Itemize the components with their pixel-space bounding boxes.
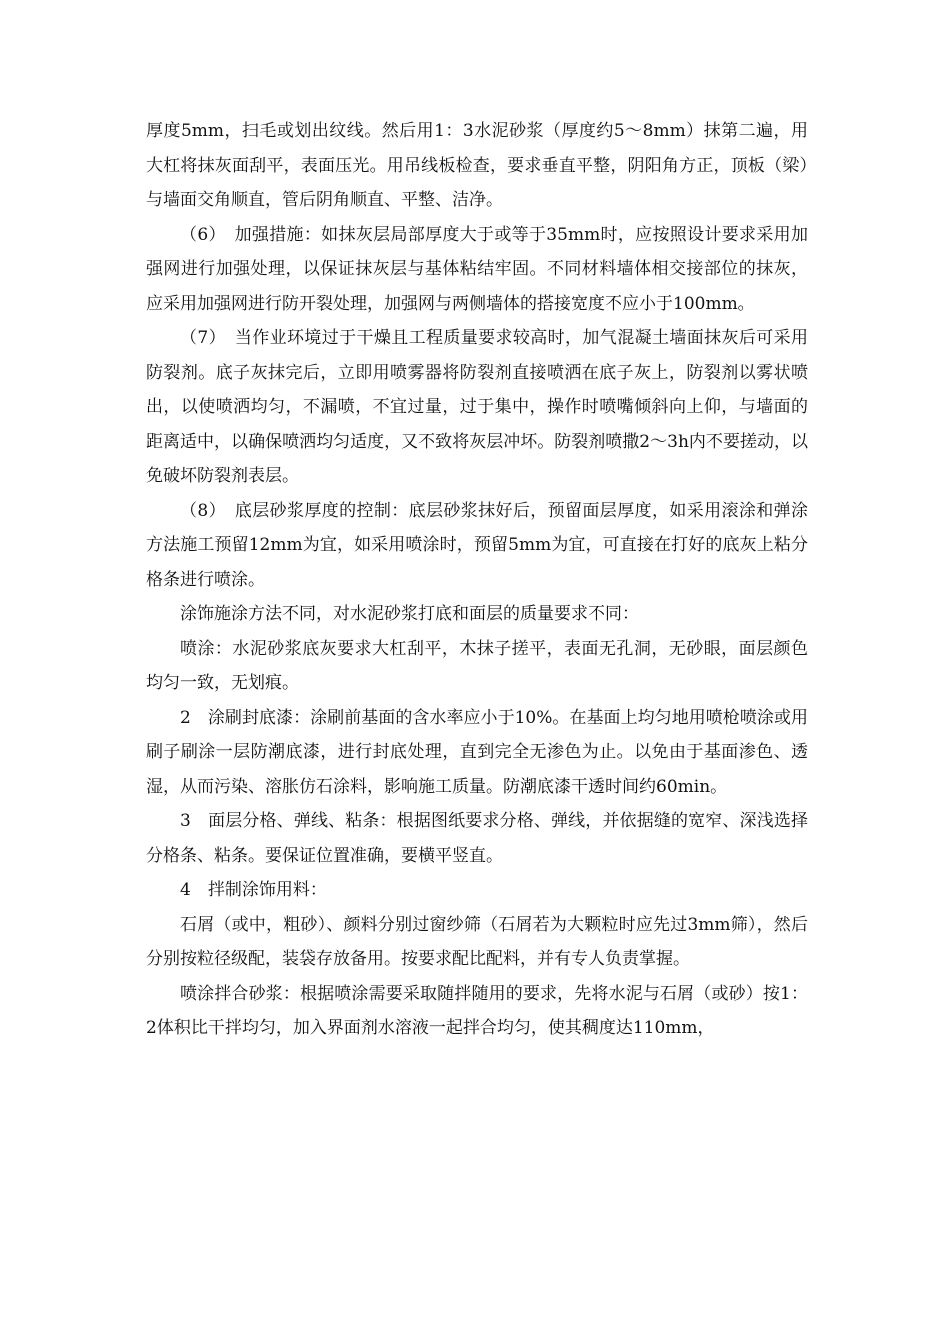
paragraph-spray-coating: 喷涂：水泥砂浆底灰要求大杠刮平，木抹子搓平，表面无孔洞，无砂眼，面层颜色均匀一致，无划痕。 — [146, 638, 808, 693]
paragraph-item-7: （7） 当作业环境过于干燥且工程质量要求较高时，加气混凝土墙面抹灰后可采用防裂剂。底子灰抹完后，立即用喷雾器将防裂剂直接喷洒在底子灰上，防裂剂以雾状喷出，以使喷洒均匀，不漏喷，不宜过量，过于集中，操作时喷嘴倾斜向上仰，与墙面的距离适中，以确保喷洒均匀适度，又不致将灰层冲坏。防裂剂喷撒2～3h内不要搓动，以免破坏防裂剂表层。 — [146, 328, 808, 486]
paragraph-step-3-grid: 3 面层分格、弹线、粘条：根据图纸要求分格、弹线，并依据缝的宽窄、深浅选择分格条、粘条。要保证位置准确，要横平竖直。 — [146, 811, 808, 866]
paragraph-item-8: （8） 底层砂浆厚度的控制：底层砂浆抹好后，预留面层厚度，如采用滚涂和弹涂方法施工预留12mm为宜，如采用喷涂时，预留5mm为宜，可直接在打好的底灰上粘分格条进行喷涂。 — [146, 500, 808, 590]
paragraph-continued: 厚度5mm，扫毛或划出纹线。然后用1：3水泥砂浆（厚度约5～8mm）抹第二遍，用大杠将抹灰面刮平，表面压光。用吊线板检查，要求垂直平整，阴阳角方正，顶板（梁）与墙面交角顺直，管后阴角顺直、平整、洁净。 — [146, 121, 808, 210]
document-body — [146, 114, 808, 1046]
paragraph-coating-methods: 涂饰施涂方法不同，对水泥砂浆打底和面层的质量要求不同： — [180, 604, 639, 624]
paragraph-aggregate: 石屑（或中，粗砂）、颜料分别过窗纱筛（石屑若为大颗粒时应先过3mm筛），然后分别按粒径级配，装袋存放备用。按要求配比配料，并有专人负责掌握。 — [146, 914, 808, 969]
paragraph-spray-mortar: 喷涂拌合砂浆：根据喷涂需要采取随拌随用的要求，先将水泥与石屑（或砂）按1：2体积比干拌均匀，加入界面剂水溶液一起拌合均匀，使其稠度达110mm， — [146, 983, 808, 1038]
paragraph-item-6: （6） 加强措施：如抹灰层局部厚度大于或等于35mm时，应按照设计要求采用加强网进行加强处理，以保证抹灰层与基体粘结牢固。不同材料墙体相交接部位的抹灰，应采用加强网进行防开裂处理，加强网与两侧墙体的搭接宽度不应小于100mm。 — [146, 224, 808, 314]
paragraph-step-2-primer: 2 涂刷封底漆：涂刷前基面的含水率应小于10%。在基面上均匀地用喷枪喷涂或用刷子刷涂一层防潮底漆，进行封底处理，直到完全无渗色为止。以免由于基面渗色、透湿，从而污染、溶胀仿石涂料，影响施工质量。防潮底漆干透时间约60min。 — [146, 707, 808, 797]
paragraph-step-4-mixing: 4 拌制涂饰用料： — [180, 880, 327, 900]
